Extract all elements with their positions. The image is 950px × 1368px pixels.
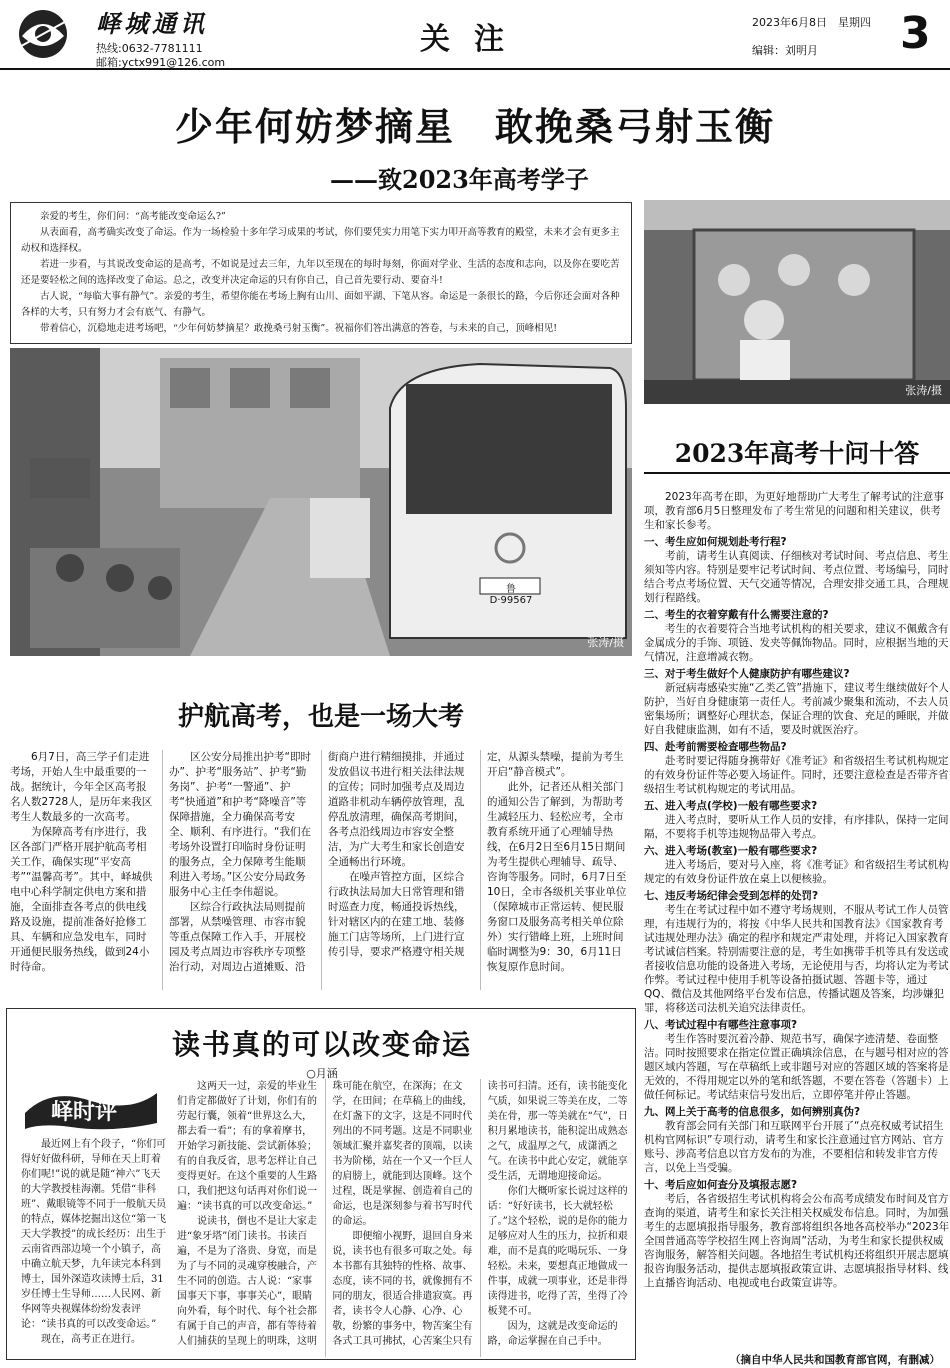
qa-question: 七、违反考场纪律会受到怎样的处罚?: [644, 890, 819, 902]
letter-paragraph: 从表面看，高考确实改变了命运。作为一场检验十多年学习成果的考试，你们要凭实力用笔下实力叩开高等教育的殿堂，未来才会有更多主动权和选择权。: [21, 227, 620, 254]
qa-answer: 考前，请考生认真阅读、仔细核对考试时间、考点信息、考生须知等内容。特别是要牢记考试时间、考点位置、考场编号，同时结合考点考场位置、天气交通等情况，合理安排交通工具，合理规划行程路线。: [644, 550, 949, 604]
editor: 编辑：刘明月: [752, 44, 818, 57]
story-headline: 护航高考，也是一场大考: [177, 702, 464, 732]
column-badge: [21, 1083, 161, 1133]
photo-credit: 张涛/摄: [905, 384, 942, 397]
email: 邮箱:yctx991@126.com: [96, 56, 226, 69]
opinion-headline: 读书真的可以改变命运: [171, 1028, 472, 1061]
bus-scene-image: [10, 348, 632, 656]
qa-answer: 考生的衣着要符合当地考试机构的相关要求，建议不佩戴含有金属成分的手饰、项链、发夹等佩饰物品。同时，应根据当地的天气情况，注意增减衣物。: [644, 623, 949, 663]
page-number: 3: [900, 8, 931, 59]
opinion-paragraph: 这两天一过，亲爱的毕业生们肯定都做好了计划，你们有的劳起行囊，领着“世界这么大，都去看一看”；有的拿着摩书，开始学习新技能、尝试新体验；有的自我反省，思考怎样让自己变得更好。在这个重要的人生路口，我们把这句话再对你们说一遍：“读书真的可以改变命运。”: [177, 1081, 317, 1212]
qa-question: 三、对于考生做好个人健康防护有哪些建议?: [644, 668, 850, 680]
opinion-paragraph: 说读书，倒也不是让大家走进“象牙塔”闭门读书。书读百遍，不是为了洛贵、身宽，而是为了与不同的灵魂穿梭融合，产生不同的创造。古人说：“家事国事天下事，事事关心”，眼睛向外看，每个时代、每个社会都有属于自己的声音，都有等待着人们捕获的呈现上的明珠，这明珠可能在航空，在深海；在文学，在田间；在草稿上的曲线，在灯盏下的文字，这是不同时代列出的不同考题。这是不同职业领域汇聚并嘉奖者的顶端，以读书为阶梯，站在一个又一个巨人的肩膀上，就能到达顶峰。这个过程，既是掌握、创造着自己的命运，也是深刻参与着书写时代的命运。: [177, 1081, 473, 1347]
qa-body: [644, 490, 950, 1348]
story-paragraph: 在噪声管控方面，区综合行政执法局加大日常管理和错时巡查力度，畅通投诉热线，针对辖区内的在建工地、装修施工门店等场所，上门进行宣传引导，要求严格遵守相关规定，从源头禁噪，提前为考生开启“静音模式”。: [328, 751, 624, 958]
issue-date: 2023年6月8日 星期四: [752, 16, 871, 29]
bus-license-plate: 鲁D·99567: [489, 584, 533, 606]
letter-box: [10, 202, 632, 344]
opinion-intro: [21, 1137, 169, 1357]
opinion-paragraph: 现在，高考正在进行。: [41, 1334, 141, 1345]
story-paragraph: 此外，记者还从相关部门的通知公告了解到，为帮助考生减轻压力、轻松应考，全市教育系统开通了心理辅导热线，在6月2日至6月15日期间为考生提供心理辅导、疏导、咨询等服务。同时，6月7日至10日，全市各级机关事业单位（保障城市正常运转、便民服务窗口及服务高考相关单位除外）实行错峰上班，上班时间临时调整为9：30，6月11日恢复原作息时间。: [487, 781, 627, 973]
qa-question: 一、考生应如何规划赴考行程?: [644, 536, 787, 548]
qa-question: 五、进入考点(学校)一般有哪些要求?: [644, 800, 818, 812]
opinion-author: ○月涵: [306, 1067, 338, 1080]
qa-answer: 考生在考试过程中如不遵守考场规则，不服从考试工作人员管理，有违规行为的，将按《中华人民共和国教育法》《国家教育考试违规处理办法》确定的程序和规定严肃处理，并将记入国家教育考试诚信档案。特别需要注意的是，考生如携带手机等具有发送或者接收信息功能的设备进入考场，无论使用与否，均将认定为考试作弊。考试过程中使用手机等设备拍摄试题、答题卡等，通过QQ、微信及其他网络平台发布信息，传播试题及答案，均涉嫌犯罪，将移送司法机关追究法律责任。: [644, 904, 949, 1014]
divider: [644, 472, 950, 474]
column-badge-label: 峄时评: [51, 1100, 118, 1125]
students-on-bus-image: [644, 200, 950, 404]
qa-answer: 赴考时要记得随身携带好《准考证》和省级招生考试机构规定的有效身份证件等必要入场证件。同时，还要注意检查是否带齐省级招生考试机构规定的考试用品。: [644, 755, 949, 795]
qa-question: 四、赴考前需要检查哪些物品?: [644, 741, 787, 753]
qa-answer: 进入考点时，要听从工作人员的安排，有序排队，保持一定间隔，不要将手机等违规物品带入考点。: [644, 814, 949, 840]
students-photo: [644, 200, 950, 404]
opinion-body: [177, 1079, 629, 1357]
story-paragraph: 区综合行政执法局则提前部署，从禁噪管理、市容市貌等重点保障工作入手，开展校园及考点周边市容秩序专项整治行动，对周边占道摊贩、沿街商户进行精细摸排，并通过发放倡议书进行相关法律法规的宣传；同时加强考点及周边道路非机动车辆停放管理，乱停乱放清理，确保高考期间，各考点沿线周边市容安全整洁，为广大考生和家长创造安全通畅出行环境。: [169, 751, 465, 973]
story-paragraph: 区公安分局推出护考“即时办”、护考“服务站”、护考“勤务岗”、护考“一警通”、护考“快通道”和护考“降噪音”等保障措施，全力确保高考安全、顺利、有序进行。“我们在考场外设置打印临时身份证明的服务点，全力保障考生能顺利进入考场。”区公安分局政务服务中心主任李伟超说。: [169, 751, 311, 898]
bus-photo: [10, 348, 632, 656]
section-name: 关注: [420, 22, 528, 57]
qa-question: 二、考生的衣着穿戴有什么需要注意的?: [644, 609, 829, 621]
qa-answer: 考生作答时要沉着冷静、规范书写，确保字迹清楚、卷面整洁。同时按照要求在指定位置正确填涂信息，在与题号相对应的答题区域内答题，写在草稿纸上或非题号对应的答题区域的答案将是无效的，不得用规定以外的笔和纸答题，不要在答卷（答题卡）上做任何标记。考试结束信号发出后，立即停笔并停止答题。: [644, 1033, 949, 1101]
photo-credit: 张涛/摄: [587, 636, 624, 649]
qa-question: 十、考后应如何查分及填报志愿?: [644, 1179, 798, 1191]
story-body: [10, 750, 632, 990]
letter-paragraph: 亲爱的考生，你们问：“高考能改变命运么?”: [40, 211, 226, 222]
qa-question: 六、进入考场(教室)一般有哪些要求?: [644, 845, 818, 857]
opinion-paragraph: 你们大概听家长说过这样的话：“好好读书，长大就轻松了。”这个轻松，说的是你的能力足够应对人生的压力，拉折和艰难，而不是真的吃喝玩乐、一身轻松。未来，要想真正地做成一件事，成就一项事业，还是非得读得进书，吃得了苦，坐得了冷板凳不可。: [487, 1186, 628, 1317]
letter-paragraph: 古人说，“每临大事有静气”。亲爱的考生，希望你能在考场上胸有山川、面如平湖、下笔从容。命运是一条很长的路，今后你还会面对各种各样的大考，只有努力才会有底气、有静气。: [21, 291, 620, 318]
opinion-paragraph: 即便缩小视野，退回自身来说，读书也有很多可取之处。每本书都有其独特的性格、故事、态度，读不同的书，就像拥有不同的朋友，很适合排遣寂寞。再者，读书令人心静、心净、心敬，纷繁的事务中，物苦案尘有各式工具可拂拭，心苦案尘只有读书可扫清。还有，读书能变化气质，如果说三等美在皮，二等美在骨，那一等美就在“气”，日积月累地读书，能积淀出成熟态之气，成温厚之气，成潇洒之气。在读书中此心安定，就能享受生活，无谓地迎接命运。: [332, 1081, 628, 1347]
sub-headline: ——致2023年高考学子: [330, 165, 589, 194]
qa-answer: 考后，各省级招生考试机构将会公布高考成绩发布时间及官方查询的渠道，请考生和家长关注相关权威发布信息。同时，为加强考生的志愿填报指导服务，教育部将组织各地各高校举办“2023年全国普通高等学校招生网上咨询周”活动，为考生和家长提供权威咨询服务，解答相关问题。各地招生考试机构还将组织开展志愿填报咨询服务活动，提供志愿填报政策宣讲、志愿填报指导材料、线上直播咨询活动、电视或电台政策宣讲等。: [644, 1193, 950, 1289]
qa-answer: 新冠病毒感染实施“乙类乙管”措施下，建议考生继续做好个人防护，当好自身健康第一责任人。考前减少聚集和流动，不去人员密集场所；调整好心理状态，保证合理的饮食、充足的睡眠，并做好自我健康监测，如有不适，要及时就医治疗。: [644, 682, 949, 736]
story-paragraph: 为保障高考有序进行，我区各部门严格开展护航高考相关工作，确保实现“平安高考”“温馨高考”。其中，峄城供电中心科学制定供电方案和措施，全面排查各考点的供电线路及设施，提前准备好抢修工具、车辆和应急发电车，同时开通便民服务热线，做到24小时待命。: [10, 826, 153, 973]
qa-intro: 2023年高考在即，为更好地帮助广大考生了解考试的注意事项，教育部6月5日整理发布了考生常见的问题和相关建议，供考生和家长参考。: [644, 491, 944, 531]
qa-headline: 2023年高考十问十答: [674, 439, 920, 468]
opinion-box: [6, 1008, 636, 1360]
hotline: 热线:0632-7781111: [96, 42, 203, 55]
opinion-paragraph: 最近网上有个段子，“你们可得好好做科研，导师在天上盯着你们呢!”说的就是随“神六”飞天的大学教授桂海潮。凭借“非科班”、戴眼镜等不同于一般航天员的特点，媒体挖掘出这位“第一飞天大学教授”的成长经历：出生于云南省西部边境一个小镇子，高中确立航天梦，九年读完本科到博士，国外深造攻读博士后，31岁任博士生导师……人民网、新华网等央视媒体纷纷发表评论：“读书真的可以改变命运。”: [21, 1139, 167, 1330]
publication-name: 峄城通讯: [96, 9, 208, 38]
qa-answer: 教育部会同有关部门和互联网平台开展了“点亮权威考试招生机构官网标识”专项行动，请考生和家长注意通过官方网站、官方账号、涉高考信息以官方发布的为准，不要相信和转发非官方传言，以免上当受骗。: [644, 1120, 944, 1174]
qa-question: 九、网上关于高考的信息很多，如何辨别真伪?: [644, 1106, 861, 1118]
qa-question: 八、考试过程中有哪些注意事项?: [644, 1019, 798, 1031]
qa-source: （摘自中华人民共和国教育部官网，有删减）: [730, 1354, 940, 1366]
main-headline: 少年何妨梦摘星 敢挽桑弓射玉衡: [174, 105, 775, 149]
story-paragraph: 6月7日，高三学子们走进考场，开始人生中最重要的一战。据统计，今年全区高考报名人数2728人，是历年来我区考生人数最多的一次高考。: [10, 751, 153, 823]
opinion-paragraph: 因为，这就是改变命运的路，命运掌握在自己手中。: [487, 1321, 618, 1347]
qa-answer: 进入考场后，要对号入座，将《准考证》和省级招生考试机构规定的有效身份证件放在桌上以便核验。: [644, 859, 949, 885]
letter-paragraph: 若进一步看，与其说改变命运的是高考，不如说是过去三年，九年以至现在的每时每刻，你面对学业、生活的态度和志向，以及你在要吃苦还是要轻松之间的选择改变了命运。总之，改变并决定命运的只有你自己，自己首先要行动、要奋斗!: [21, 259, 620, 286]
letter-paragraph: 带着信心，沉稳地走进考场吧，“少年何妨梦摘星？敢挽桑弓射玉衡”。祝福你们答出满意的答卷，与未来的自己，顶峰相见!: [40, 323, 558, 334]
newspaper-logo-icon: [8, 6, 78, 62]
